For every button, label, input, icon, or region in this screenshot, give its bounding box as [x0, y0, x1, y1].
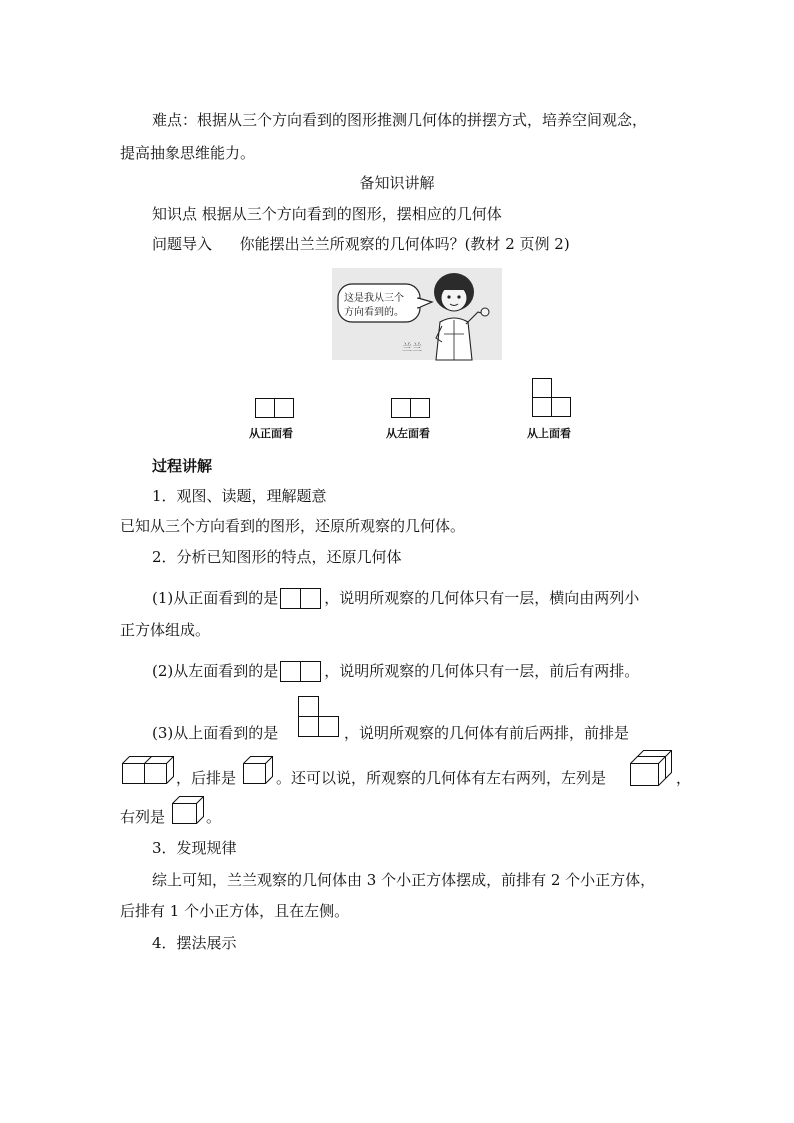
step-2a-line-2: 正方体组成。 — [120, 621, 211, 639]
step-3-text-1: 综上可知，兰兰观察的几何体由 3 个小正方体摆成，前排有 2 个小正方体， — [152, 871, 656, 889]
step-2a-line — [152, 588, 639, 609]
step-2b-post: ，说明所观察的几何体只有一层，前后有两排。 — [324, 662, 640, 680]
top-view-inline-icon — [298, 696, 340, 738]
front-row-cube-icon — [122, 756, 174, 784]
step-1-text: 已知从三个方向看到的图形，还原所观察的几何体。 — [120, 517, 466, 535]
step-2b-line — [152, 661, 639, 682]
step-2a-pre: (1)从正面看到的是 — [152, 589, 279, 607]
step-2: 2．分析已知图形的特点，还原几何体 — [152, 548, 402, 566]
difficulty-line-1: 难点：根据从三个方向看到的图形推测几何体的拼摆方式，培养空间观念， — [152, 111, 648, 129]
left-view-inline-icon — [280, 661, 322, 682]
question-text: 你能摆出兰兰所观察的几何体吗？(教材 2 页例 2) — [239, 235, 570, 253]
step-2c-l3-b: 。 — [206, 808, 222, 826]
step-2c-l2-a: ，后排是 — [176, 769, 237, 787]
knowledge-point: 知识点 根据从三个方向看到的图形，摆相应的几何体 — [152, 205, 502, 223]
step-1: 1．观图、读题，理解题意 — [152, 487, 327, 505]
section-title: 备知识讲解 — [359, 174, 435, 192]
left-column-cube-icon — [630, 750, 672, 786]
step-4: 4．摆法展示 — [152, 934, 237, 952]
step-3: 3．发现规律 — [152, 839, 237, 857]
difficulty-line-2: 提高抽象思维能力。 — [120, 144, 256, 162]
front-view-square-icon — [255, 398, 295, 418]
step-3-text-2: 后排有 1 个小正方体，且在左侧。 — [120, 902, 350, 920]
speech-line-1: 这是我从三个 — [344, 293, 404, 304]
top-view-square-icon — [532, 378, 572, 418]
left-view-square-icon — [391, 398, 431, 418]
question-intro — [152, 234, 570, 254]
step-2c-pre: (3)从上面看到的是 — [152, 724, 279, 742]
step-2c-l2-b: 。还可以说，所观察的几何体有左右两列，左列是 — [276, 769, 607, 787]
front-view-inline-icon — [280, 588, 322, 609]
question-label: 问题导入 — [152, 235, 213, 253]
girl-name: 兰兰 — [402, 343, 422, 354]
step-2c-l3-a: 右列是 — [120, 808, 166, 826]
top-view-caption: 从上面看 — [527, 427, 571, 440]
step-2c-post: ，说明所观察的几何体有前后两排，前排是 — [344, 724, 630, 742]
process-title: 过程讲解 — [152, 457, 213, 475]
left-view-caption: 从左面看 — [386, 427, 430, 440]
back-row-cube-icon — [243, 756, 273, 784]
right-column-cube-icon — [172, 796, 204, 824]
front-view-caption: 从正面看 — [249, 427, 293, 440]
step-2b-pre: (2)从左面看到的是 — [152, 662, 279, 680]
speech-line-2: 方向看到的。 — [344, 307, 404, 318]
step-2a-post: ，说明所观察的几何体只有一层，横向由两列小 — [324, 589, 640, 607]
step-2c-l2-c: ， — [676, 769, 692, 787]
